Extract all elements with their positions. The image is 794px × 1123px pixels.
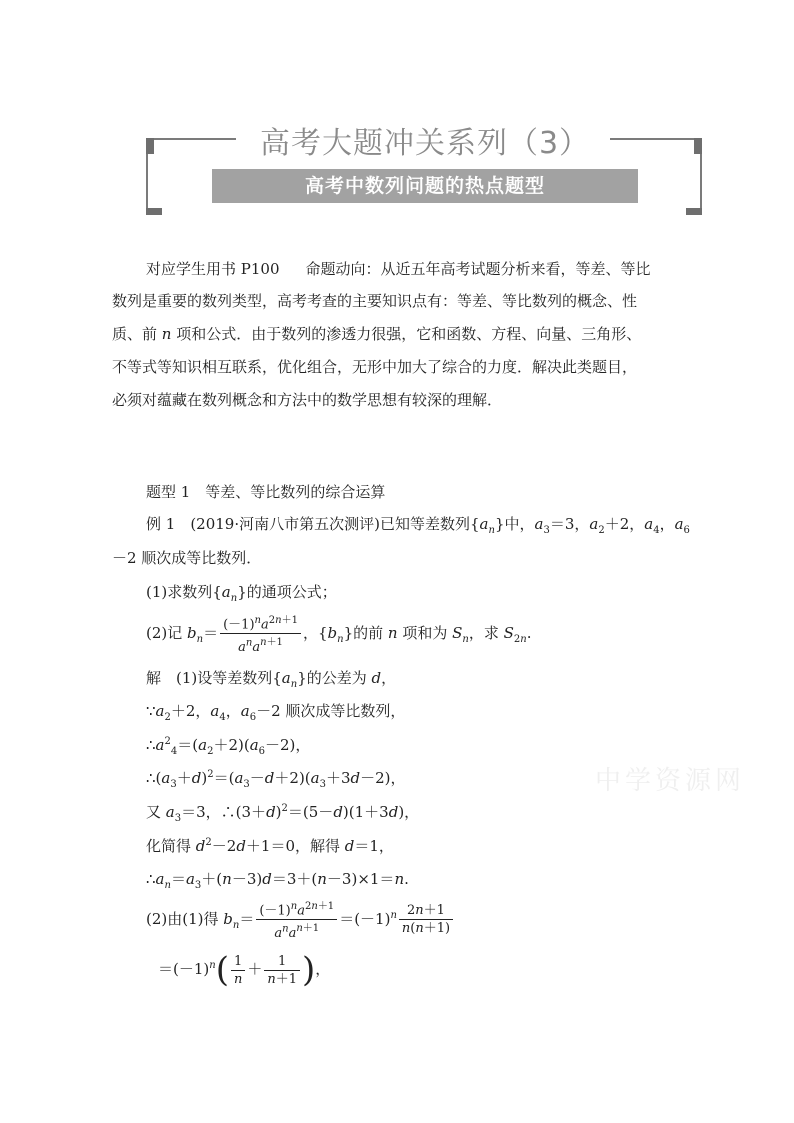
solution-intro: 解 (1)设等差数列$\{a_n\}$的公差为 d，	[146, 669, 397, 690]
section-banner: 高考中数列问题的热点题型	[212, 169, 638, 203]
intro-line: 必须对蕴藏在数列概念和方法中的数学思想有较深的理解．	[112, 391, 503, 409]
watermark: 中学资源网	[595, 766, 746, 796]
solution-step: $\therefore a_n=a_3+(n-3)d=3+(n-3)\times 1=n$.	[146, 870, 409, 891]
fraction: $\frac{1}{n+1}$	[264, 953, 300, 988]
fraction: $\frac{1}{n}$	[231, 953, 245, 988]
intro-line: 对应学生用书 P100 命题动向：从近五年高考试题分析来看，等差、等比	[146, 260, 651, 278]
frame-corner	[146, 208, 162, 215]
intro-line: 不等式等知识相互联系，优化组合，无形中加大了综合的力度．解决此类题目，	[112, 358, 638, 376]
example-label: 例 1	[146, 515, 176, 533]
series-title: 高考大题冲关系列（3）	[259, 126, 591, 161]
question-1: (1)求数列$\{a_n\}$的通项公式；	[146, 583, 337, 604]
solution-step-2: (2)由(1)得 $b_n=$ $\frac{(-1)^na^{2n+1}}{a^na^{n+1}}$ $=(-1)^n$ $\frac{2n+1}{n(n+1)}$	[146, 898, 455, 942]
header-frame-line	[610, 138, 702, 140]
header-frame-line	[146, 138, 236, 140]
frame-corner	[146, 138, 154, 154]
type-heading: 题型 1 等差、等比数列的综合运算	[146, 483, 386, 501]
solution-step: $\therefore a^2_4=(a_2+2)(a_6-2)$，	[146, 736, 311, 757]
question-2: (2)记 $b_n=$ $\frac{(-1)^na^{2n+1}}{a^na^{n+1}}$ ，$\{b_n\}$的前 n 项和为 $S_n$，求 $S_{2n}$.	[146, 612, 532, 656]
solution-step-2-cont: $=(-1)^n$( $\frac{1}{n}$ ＋ $\frac{1}{n+1}$ )，	[158, 950, 331, 990]
frame-corner	[686, 208, 702, 215]
solution-step: $\therefore(a_3+d)^2=(a_3-d+2)(a_3+3d-2)$，	[146, 769, 406, 790]
fraction: $\frac{(-1)^na^{2n+1}}{a^na^{n+1}}$	[256, 898, 337, 942]
student-book-ref: 对应学生用书 P100	[146, 260, 280, 278]
example-statement: 例 1 (2019·河南八市第五次测评)已知等差数列$\{a_n\}$中，$a_3=3$，$a_2+2$，$a_4$，$a_6$	[146, 515, 690, 536]
intro-line: 质、前 n 项和公式．由于数列的渗透力很强，它和函数、方程、向量、三角形、	[112, 325, 642, 343]
example-statement-cont: －2 顺次成等比数列．	[112, 549, 262, 567]
intro-line: 数列是重要的数列类型，高考考查的主要知识点有：等差、等比数列的概念、性	[112, 292, 638, 310]
solution-step: 又 $a_3=3$，$\therefore(3+d)^2=(5-d)(1+3d)$，	[146, 803, 420, 824]
solution-step: 化简得 $d^2-2d+1=0$，解得 d＝1，	[146, 837, 394, 855]
fraction: $\frac{2n+1}{n(n+1)}$	[399, 902, 453, 937]
solution-step: $\because a_2+2$，$a_4$，$a_6-2$ 顺次成等比数列，	[146, 702, 406, 723]
frame-corner	[694, 138, 702, 154]
fraction: $\frac{(-1)^na^{2n+1}}{a^na^{n+1}}$	[220, 612, 301, 656]
